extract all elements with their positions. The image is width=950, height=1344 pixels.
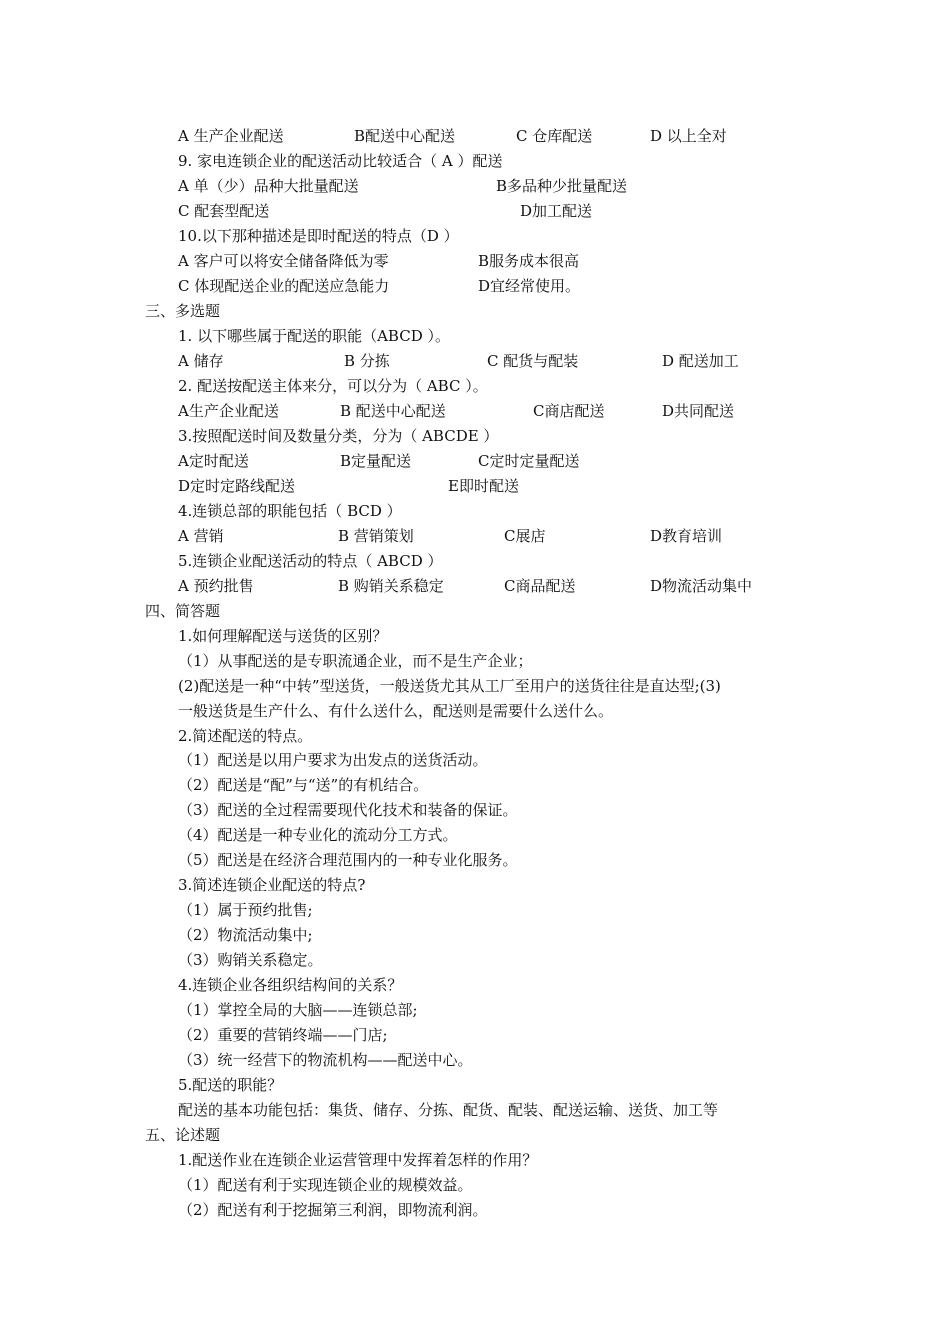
s3-q2-stem: 2. 配送按配送主体来分，可以分为（ ABC ）。 bbox=[178, 377, 488, 395]
s5-q1-line2: （2）配送有利于挖掘第三利润，即物流利润。 bbox=[178, 1201, 488, 1219]
s3-q2-option-a: A生产企业配送 bbox=[178, 402, 279, 420]
s4-q1-line2: (2)配送是一种“中转”型送货，一般送货尤其从工厂至用户的送货往往是直达型;(3) bbox=[178, 677, 721, 695]
s3-q1-option-c: C 配货与配装 bbox=[487, 352, 579, 370]
s5-q1-stem: 1.配送作业在连锁企业运营管理中发挥着怎样的作用？ bbox=[178, 1151, 538, 1169]
q10-option-a: A 客户可以将安全储备降低为零 bbox=[178, 252, 389, 270]
s3-q4-option-d: D教育培训 bbox=[650, 527, 723, 545]
s3-q2-option-c: C商店配送 bbox=[533, 402, 605, 420]
s4-q4-line3: （3）统一经营下的物流机构——配送中心。 bbox=[178, 1051, 473, 1069]
s4-q2-line4: （4）配送是一种专业化的流动分工方式。 bbox=[178, 826, 458, 844]
s5-q1-line1: （1）配送有利于实现连锁企业的规模效益。 bbox=[178, 1176, 473, 1194]
s4-q2-line2: （2）配送是“配”与“送”的有机结合。 bbox=[178, 776, 429, 794]
s3-q1-stem: 1. 以下哪些属于配送的职能（ABCD ）。 bbox=[178, 327, 450, 345]
s4-q4-line2: （2）重要的营销终端——门店; bbox=[178, 1026, 388, 1044]
s3-q3-option-a: A定时配送 bbox=[178, 452, 249, 470]
s3-q1-option-d: D 配送加工 bbox=[662, 352, 739, 370]
s3-q4-stem: 4.连锁总部的职能包括（ BCD ） bbox=[178, 502, 402, 520]
q9-option-b: B多品种少批量配送 bbox=[496, 177, 628, 195]
s4-q2-line3: （3）配送的全过程需要现代化技术和装备的保证。 bbox=[178, 801, 518, 819]
s3-q2-option-b: B 配送中心配送 bbox=[340, 402, 446, 420]
q10-stem: 10.以下那种描述是即时配送的特点（D ） bbox=[178, 227, 459, 245]
s3-q3-option-b: B定量配送 bbox=[340, 452, 412, 470]
q8-option-d: D 以上全对 bbox=[650, 127, 727, 145]
s4-q5-line1: 配送的基本功能包括：集货、储存、分拣、配货、配装、配送运输、送货、加工等 bbox=[178, 1101, 719, 1119]
q10-option-b: B服务成本很高 bbox=[478, 252, 580, 270]
q8-option-b: B配送中心配送 bbox=[354, 127, 456, 145]
s3-q3-option-d: D定时定路线配送 bbox=[178, 477, 296, 495]
s3-q5-option-c: C商品配送 bbox=[504, 577, 576, 595]
s4-q4-line1: （1）掌控全局的大脑——连锁总部; bbox=[178, 1001, 418, 1019]
s3-q5-stem: 5.连锁企业配送活动的特点（ ABCD ） bbox=[178, 552, 443, 570]
s4-q5-stem: 5.配送的职能？ bbox=[178, 1076, 283, 1094]
s3-q2-option-d: D共同配送 bbox=[662, 402, 735, 420]
q9-option-c: C 配套型配送 bbox=[178, 202, 270, 220]
q9-option-d: D加工配送 bbox=[520, 202, 593, 220]
s4-q3-stem: 3.简述连锁企业配送的特点? bbox=[178, 876, 366, 894]
q8-option-a: A 生产企业配送 bbox=[178, 127, 284, 145]
s4-q3-line3: （3）购销关系稳定。 bbox=[178, 951, 323, 969]
s4-q4-stem: 4.连锁企业各组织结构间的关系？ bbox=[178, 976, 403, 994]
s4-q1-line1: （1）从事配送的是专职流通企业，而不是生产企业； bbox=[178, 652, 533, 670]
s3-q5-option-a: A 预约批售 bbox=[178, 577, 254, 595]
s4-q3-line2: （2）物流活动集中; bbox=[178, 926, 313, 944]
s3-q3-stem: 3.按照配送时间及数量分类，分为（ ABCDE ） bbox=[178, 427, 499, 445]
s4-q1-line3: 一般送货是生产什么、有什么送什么，配送则是需要什么送什么。 bbox=[178, 702, 614, 720]
s3-q4-option-c: C展店 bbox=[504, 527, 546, 545]
s3-q4-option-b: B 营销策划 bbox=[338, 527, 414, 545]
section4-title: 四、简答题 bbox=[145, 602, 221, 620]
s3-q4-option-a: A 营销 bbox=[178, 527, 224, 545]
q10-option-c: C 体现配送企业的配送应急能力 bbox=[178, 277, 390, 295]
s3-q3-option-c: C定时定量配送 bbox=[478, 452, 580, 470]
s4-q2-line1: （1）配送是以用户要求为出发点的送货活动。 bbox=[178, 751, 488, 769]
q9-option-a: A 单（少）品种大批量配送 bbox=[178, 177, 359, 195]
q10-option-d: D宜经常使用。 bbox=[478, 277, 581, 295]
s4-q1-stem: 1.如何理解配送与送货的区别？ bbox=[178, 627, 388, 645]
s3-q1-option-a: A 储存 bbox=[178, 352, 224, 370]
s4-q2-line5: （5）配送是在经济合理范围内的一种专业化服务。 bbox=[178, 851, 518, 869]
s3-q5-option-b: B 购销关系稳定 bbox=[338, 577, 444, 595]
s3-q1-option-b: B 分拣 bbox=[344, 352, 390, 370]
section5-title: 五、论述题 bbox=[145, 1126, 221, 1144]
s4-q3-line1: （1）属于预约批售; bbox=[178, 901, 313, 919]
s3-q3-option-e: E即时配送 bbox=[448, 477, 519, 495]
q9-stem: 9. 家电连锁企业的配送活动比较适合（ A ）配送 bbox=[178, 152, 503, 170]
q8-option-c: C 仓库配送 bbox=[516, 127, 593, 145]
s4-q2-stem: 2.简述配送的特点。 bbox=[178, 727, 313, 745]
section3-title: 三、多选题 bbox=[145, 302, 221, 320]
s3-q5-option-d: D物流活动集中 bbox=[650, 577, 753, 595]
